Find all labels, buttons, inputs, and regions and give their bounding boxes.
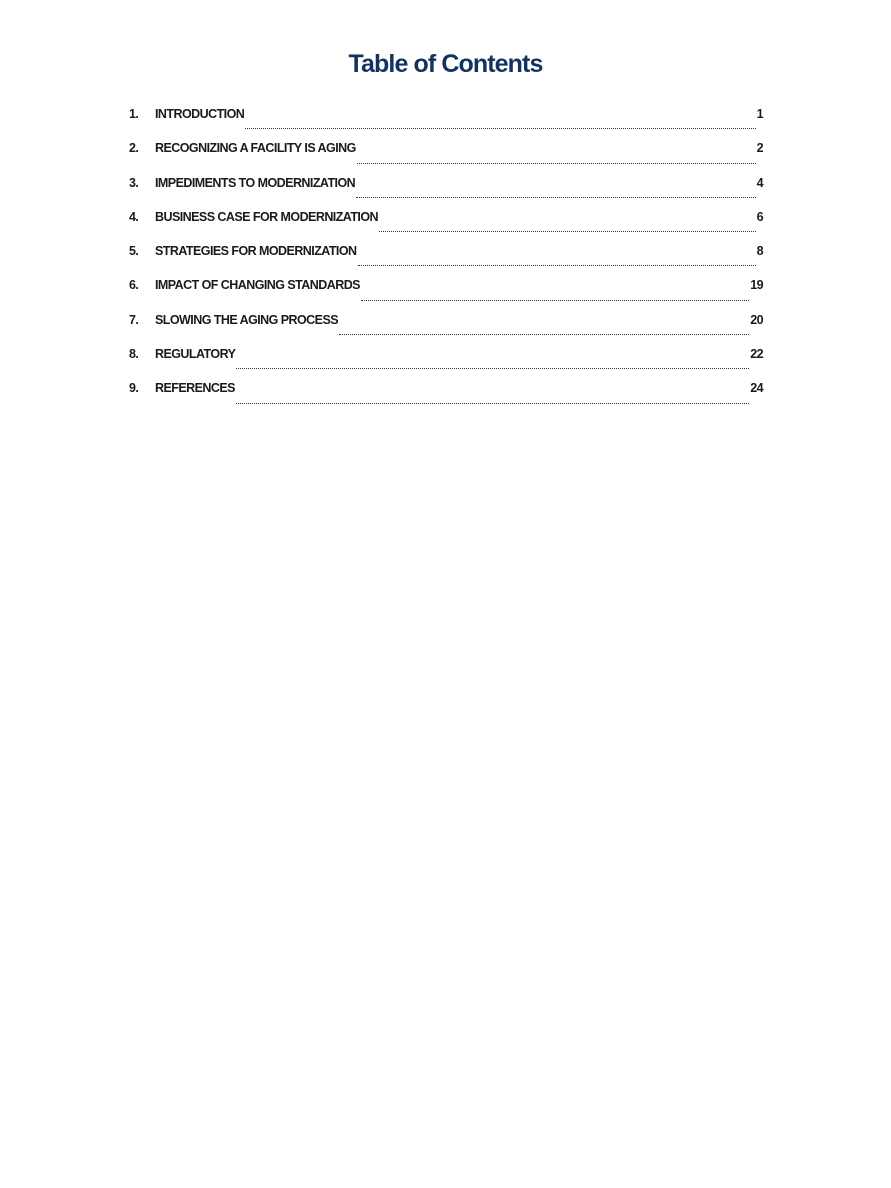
- toc-entry-page: 4: [756, 175, 763, 190]
- toc-entry-page: 19: [750, 278, 763, 293]
- toc-entry-label: BUSINESS CASE FOR MODERNIZATION: [155, 209, 379, 224]
- toc-entry-label: IMPACT OF CHANGING STANDARDS: [155, 278, 360, 293]
- toc-dot-leader: [236, 358, 749, 369]
- toc-dot-leader: [339, 324, 749, 335]
- toc-entry[interactable]: [129, 104, 763, 138]
- toc-entry-page: 24: [750, 381, 763, 396]
- toc-entry-number: 1.: [129, 107, 139, 121]
- toc-entry[interactable]: [129, 207, 763, 241]
- toc-entry-label: IMPEDIMENTS TO MODERNIZATION: [155, 175, 356, 190]
- toc-entry-number: 9.: [129, 381, 139, 396]
- toc-dot-leader: [245, 118, 755, 129]
- toc-entry-label: REGULATORY: [155, 347, 236, 362]
- toc-entry[interactable]: [129, 378, 763, 412]
- toc-entry[interactable]: [129, 241, 763, 275]
- toc-entry-number: 7.: [129, 312, 139, 327]
- toc-entry-page: 20: [750, 312, 763, 327]
- toc-entry-label: SLOWING THE AGING PROCESS: [155, 312, 339, 327]
- toc-entry-number: 5.: [129, 244, 139, 259]
- toc-entry[interactable]: [129, 138, 763, 172]
- toc-entry[interactable]: [129, 275, 763, 309]
- toc-entry-page: 8: [756, 244, 763, 259]
- toc-entry-number: 3.: [129, 175, 139, 190]
- toc-entry-number: 2.: [129, 141, 139, 156]
- toc-entry-label: REFERENCES: [155, 381, 235, 396]
- toc-dot-leader: [357, 153, 756, 164]
- toc-entry-number: 8.: [129, 347, 139, 362]
- toc-dot-leader: [356, 187, 755, 198]
- toc-list: [129, 104, 763, 413]
- toc-entry-number: 6.: [129, 278, 139, 293]
- toc-entry[interactable]: [129, 344, 763, 378]
- toc-dot-leader: [358, 255, 756, 266]
- toc-entry-number: 4.: [129, 209, 139, 224]
- toc-entry-page: 1: [756, 107, 763, 121]
- toc-entry-label: STRATEGIES FOR MODERNIZATION: [155, 244, 357, 259]
- toc-entry[interactable]: [129, 173, 763, 207]
- toc-entry-label: RECOGNIZING A FACILITY IS AGING: [155, 141, 356, 156]
- page-title: Table of Contents: [348, 50, 543, 78]
- toc-entry-page: 22: [750, 347, 763, 362]
- toc-dot-leader: [361, 290, 749, 301]
- toc-dot-leader: [379, 221, 756, 232]
- toc-dot-leader: [236, 393, 749, 404]
- toc-entry-page: 2: [756, 141, 763, 156]
- toc-entry[interactable]: [129, 310, 763, 344]
- toc-entry-page: 6: [756, 209, 763, 224]
- toc-entry-label: INTRODUCTION: [155, 107, 245, 121]
